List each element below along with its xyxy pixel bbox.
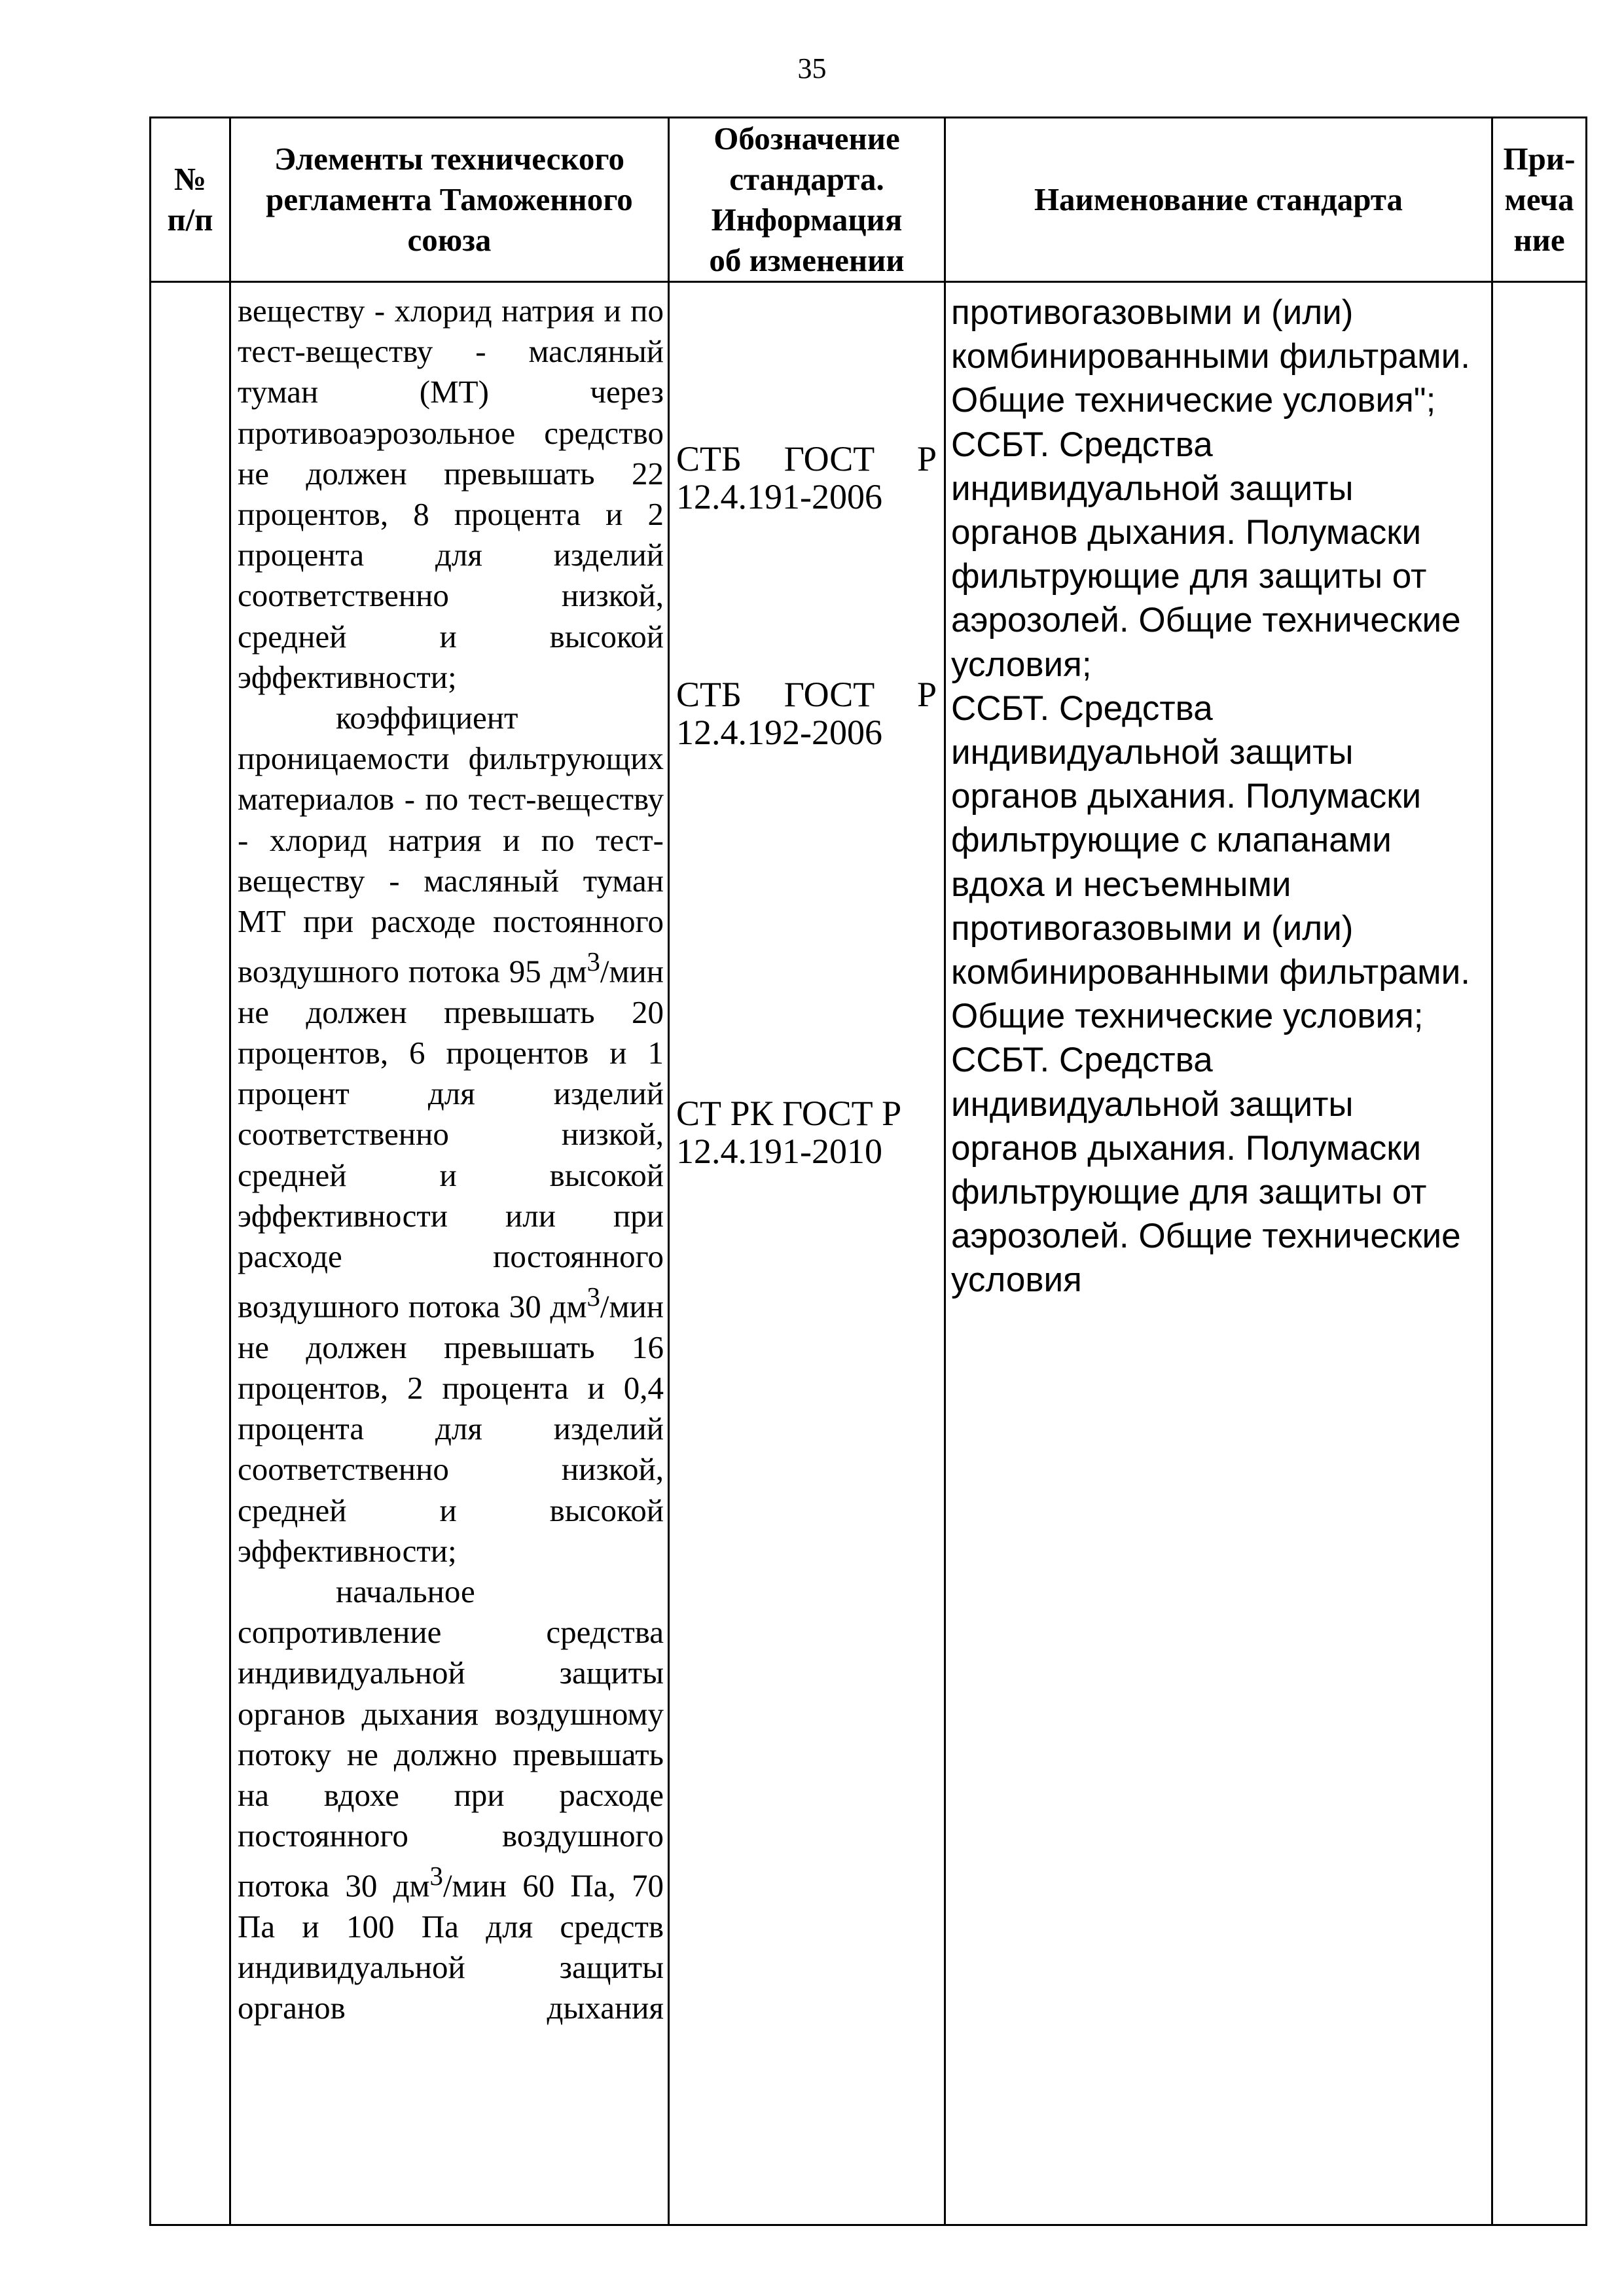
- table-header-row: [151, 118, 1587, 282]
- standard-name: ССБТ. Средства индивидуальной защиты органов дыхания. Полумаски фильтрующие для защиты от аэрозолей. Общие технические условия: [951, 1041, 1461, 1300]
- standard-designation: СТБ ГОСТ Р 12.4.191-2006: [676, 439, 937, 516]
- standard-name: ССБТ. Средства индивидуальной защиты органов дыхания. Полумаски фильтрующие для защиты от аэрозолей. Общие технические условия;: [951, 425, 1461, 684]
- elements-paragraph: коэффициент проницаемости фильтрующих материалов - по тест-веществу - хлорид натрия и по тест-веществу - масляный туман МТ при расходе постоянного воздушного потока 95 $дм^3$/мин не должен превышать 20 процентов, 6 процентов и 1 процент для изделий соответственно низкой, средней и высокой эффективности или при расходе постоянного воздушного потока 30 $дм^3$/мин не должен превышать 16 процентов, 2 процента и 0,4 процента для изделий соответственно низкой, средней и высокой эффективности;: [238, 700, 664, 1569]
- elements-cell: [230, 282, 669, 2225]
- table-row: [151, 282, 1587, 2225]
- note-cell: [1492, 282, 1587, 2225]
- elements-paragraph: начальное сопротивление средства индивидуальной защиты органов дыхания воздушному потоку не должно превышать на вдохе при расходе постоянного воздушного потока 30 $дм^3$/мин 60 Па, 70 Па и 100 Па для средств индивидуальной защиты органов дыхания: [238, 1573, 664, 2026]
- header-standard-designation: Обозначение стандарта. Информация об изменении: [669, 118, 945, 282]
- header-standard-name: Наименование стандарта: [945, 118, 1492, 282]
- standard-designation: СТ РК ГОСТ Р 12.4.191-2010: [676, 1094, 902, 1171]
- header-elements: Элементы технического регламента Таможенного союза: [230, 118, 669, 282]
- page-number: 35: [797, 52, 827, 84]
- header-note: При- меча ние: [1492, 118, 1587, 282]
- standard-names-cell: [945, 282, 1492, 2225]
- standard-name: ССБТ. Средства индивидуальной защиты органов дыхания. Полумаски фильтрующие с клапанами вдоха и несъемными противогазовыми и (или) комбинированными фильтрами. Общие технические условия;: [951, 689, 1470, 1036]
- header-number: № п/п: [151, 118, 230, 282]
- standard-designation: СТБ ГОСТ Р 12.4.192-2006: [676, 675, 937, 752]
- elements-paragraph: веществу - хлорид натрия и по тест-веществу - масляный туман (МТ) через противоаэрозольное средство не должен превышать 22 процентов, 8 процента и 2 процента для изделий соответственно низкой, средней и высокой эффективности;: [238, 293, 664, 695]
- standards-cell: [669, 282, 945, 2225]
- standard-name: противогазовыми и (или) комбинированными фильтрами. Общие технические условия";: [951, 293, 1470, 420]
- row-number-cell: [151, 282, 230, 2225]
- standards-table: [149, 117, 1587, 2226]
